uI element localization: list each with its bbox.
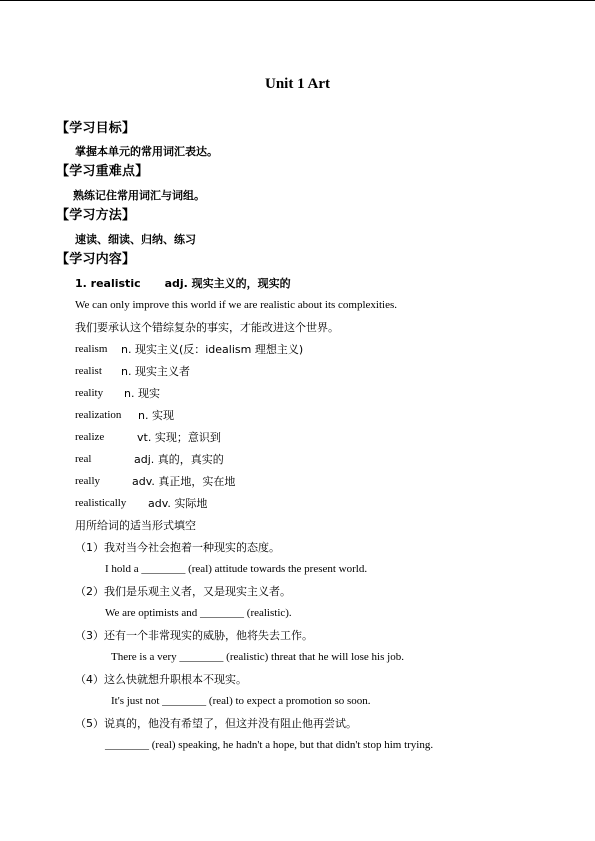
section-text-key-points: 熟练记住常用词汇与词组。	[73, 189, 205, 202]
page-top-border	[0, 0, 595, 1]
exercise-sentence-en: We are optimists and ________ (realistic).	[105, 607, 292, 619]
exercise-prompt-cn: （1）我对当今社会抱着一种现实的态度。	[75, 541, 280, 554]
exercise-prompt-cn: （2）我们是乐观主义者，又是现实主义者。	[75, 585, 291, 598]
exercise-sentence-en: ________ (real) speaking, he hadn't a hope, but that didn't stop him trying.	[105, 739, 434, 751]
derivative-definition: adj. 真的，真实的	[134, 453, 224, 466]
derivative-definition: adv. 真正地，实在地	[132, 475, 236, 488]
page-title: Unit 1 Art	[265, 76, 330, 92]
section-text-methods: 速读、细读、归纳、练习	[75, 233, 196, 246]
exercise-prompt-cn: （3）还有一个非常现实的威胁，他将失去工作。	[75, 629, 313, 642]
exercise-sentence-en: I hold a ________ (real) attitude towards the present world.	[105, 563, 368, 575]
section-heading-content: 【学习内容】	[56, 252, 136, 267]
derivative-definition: vt. 实现；意识到	[137, 431, 221, 444]
derivative-word: realism	[75, 343, 108, 355]
derivative-definition: n. 现实主义(反：idealism 理想主义)	[121, 343, 304, 356]
derivative-definition: n. 现实	[124, 387, 160, 400]
derivative-word: realistically	[75, 497, 127, 509]
exercise-prompt-cn: （4）这么快就想升职根本不现实。	[75, 673, 247, 686]
example-sentence-cn: 我们要承认这个错综复杂的事实，才能改进这个世界。	[75, 321, 339, 334]
derivative-word: realization	[75, 409, 122, 421]
exercise-prompt-cn: （5）说真的，他没有希望了，但这并没有阻止他再尝试。	[75, 717, 357, 730]
derivative-definition: adv. 实际地	[148, 497, 208, 510]
section-heading-methods: 【学习方法】	[56, 208, 136, 223]
exercise-sentence-en: There is a very ________ (realistic) threat that he will lose his job.	[111, 651, 404, 663]
vocab-head-word: 1. realistic	[75, 277, 141, 290]
derivative-word: really	[75, 475, 101, 487]
section-heading-key-points: 【学习重难点】	[56, 164, 149, 179]
exercise-instruction: 用所给词的适当形式填空	[75, 519, 196, 532]
derivative-word: reality	[75, 387, 104, 399]
section-text-objectives: 掌握本单元的常用词汇表达。	[75, 145, 218, 158]
derivative-word: real	[75, 453, 92, 465]
derivative-definition: n. 实现	[138, 409, 174, 422]
vocab-item-heading	[75, 278, 291, 289]
derivative-definition: n. 现实主义者	[121, 365, 190, 378]
vocab-head-definition: adj. 现实主义的，现实的	[164, 277, 291, 290]
derivative-word: realist	[75, 365, 102, 377]
section-heading-objectives: 【学习目标】	[56, 121, 136, 136]
example-sentence-en: We can only improve this world if we are realistic about its complexities.	[75, 299, 397, 311]
derivative-word: realize	[75, 431, 105, 443]
exercise-sentence-en: It's just not ________ (real) to expect a promotion so soon.	[111, 695, 371, 707]
